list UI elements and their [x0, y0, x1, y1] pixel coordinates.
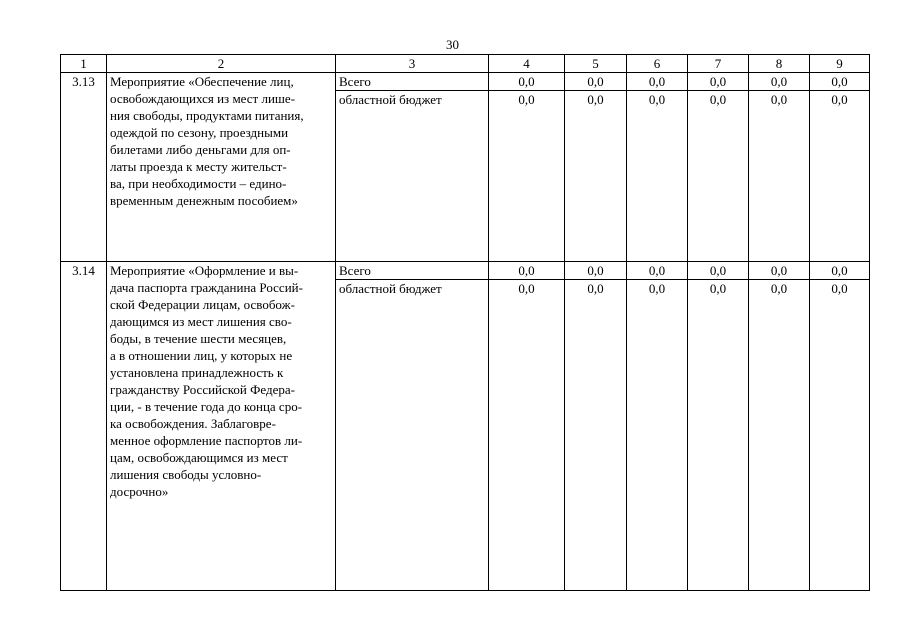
column-number-5: 5	[565, 55, 627, 73]
text-line: ции, - в течение года до конца сро-	[110, 398, 303, 414]
value-cell: 0,0	[749, 91, 810, 262]
value-cell: 0,0	[565, 91, 627, 262]
value-cell: 0,0	[565, 73, 627, 91]
text-line: менное оформление паспортов ли-	[110, 432, 303, 448]
text-line: дача паспорта гражданина Россий-	[110, 279, 303, 295]
value-cell: 0,0	[627, 279, 688, 590]
page-number: 30	[446, 37, 459, 52]
text-line: одеждой по сезону, проездными	[110, 125, 289, 140]
table-row-3-14-total	[61, 261, 870, 279]
text-line: ской Федерации лицам, освобож-	[110, 296, 295, 312]
budget-table	[60, 54, 870, 591]
header-row	[61, 55, 870, 73]
value-cell: 0,0	[749, 73, 810, 91]
value-cell: 0,0	[688, 261, 749, 279]
value-cell: 0,0	[627, 261, 688, 279]
text-line: латы проезда к месту жительст-	[110, 159, 287, 174]
text-line: Мероприятие «Обеспечение лиц,	[110, 74, 294, 89]
column-number-1: 1	[61, 55, 107, 73]
value-cell: 0,0	[810, 91, 870, 262]
value-cell: 0,0	[565, 279, 627, 590]
text-line: дающимся из мест лишения сво-	[110, 313, 292, 329]
value-cell: 0,0	[489, 91, 565, 262]
value-cell: 0,0	[489, 261, 565, 279]
column-number-9: 9	[810, 55, 870, 73]
measure-name	[107, 261, 336, 590]
value-cell: 0,0	[810, 73, 870, 91]
value-cell: 0,0	[810, 261, 870, 279]
value-cell: 0,0	[489, 279, 565, 590]
value-cell: 0,0	[565, 261, 627, 279]
value-cell: 0,0	[688, 73, 749, 91]
row-number: 3.13	[61, 73, 107, 262]
text-line: временным денежным пособием»	[110, 193, 298, 208]
value-cell: 0,0	[749, 261, 810, 279]
text-line: гражданству Российской Федера-	[110, 381, 295, 397]
text-line: установлена принадлежность к	[110, 364, 284, 380]
value-cell: 0,0	[627, 73, 688, 91]
column-number-3: 3	[336, 55, 489, 73]
text-line: ния свободы, продуктами питания,	[110, 108, 304, 123]
value-cell: 0,0	[749, 279, 810, 590]
text-line: боды, в течение шести месяцев,	[110, 330, 287, 346]
text-line: лишения свободы условно-	[110, 466, 262, 482]
text-line: ва, при необходимости – едино-	[110, 176, 287, 191]
column-number-8: 8	[749, 55, 810, 73]
text-line: билетами либо деньгами для оп-	[110, 142, 291, 157]
column-number-4: 4	[489, 55, 565, 73]
source-label: Всего	[336, 73, 489, 91]
row-number: 3.14	[61, 261, 107, 590]
value-cell: 0,0	[688, 91, 749, 262]
text-line: ка освобождения. Заблаговре-	[110, 415, 276, 431]
column-number-7: 7	[688, 55, 749, 73]
source-label: Всего	[336, 261, 489, 279]
value-cell: 0,0	[688, 279, 749, 590]
value-cell: 0,0	[810, 279, 870, 590]
measure-name	[107, 73, 336, 262]
text-line: а в отношении лиц, у которых не	[110, 347, 293, 363]
text-line: досрочно»	[110, 483, 169, 499]
text-line: Мероприятие «Оформление и вы-	[110, 262, 299, 278]
table-row-3-13-total	[61, 73, 870, 91]
text-line: цам, освобождающимся из мест	[110, 449, 288, 465]
text-line: освобождающихся из мест лише-	[110, 91, 296, 106]
source-label: областной бюджет	[336, 279, 489, 590]
value-cell: 0,0	[489, 73, 565, 91]
source-label: областной бюджет	[336, 91, 489, 262]
column-number-2: 2	[107, 55, 336, 73]
value-cell: 0,0	[627, 91, 688, 262]
column-number-6: 6	[627, 55, 688, 73]
